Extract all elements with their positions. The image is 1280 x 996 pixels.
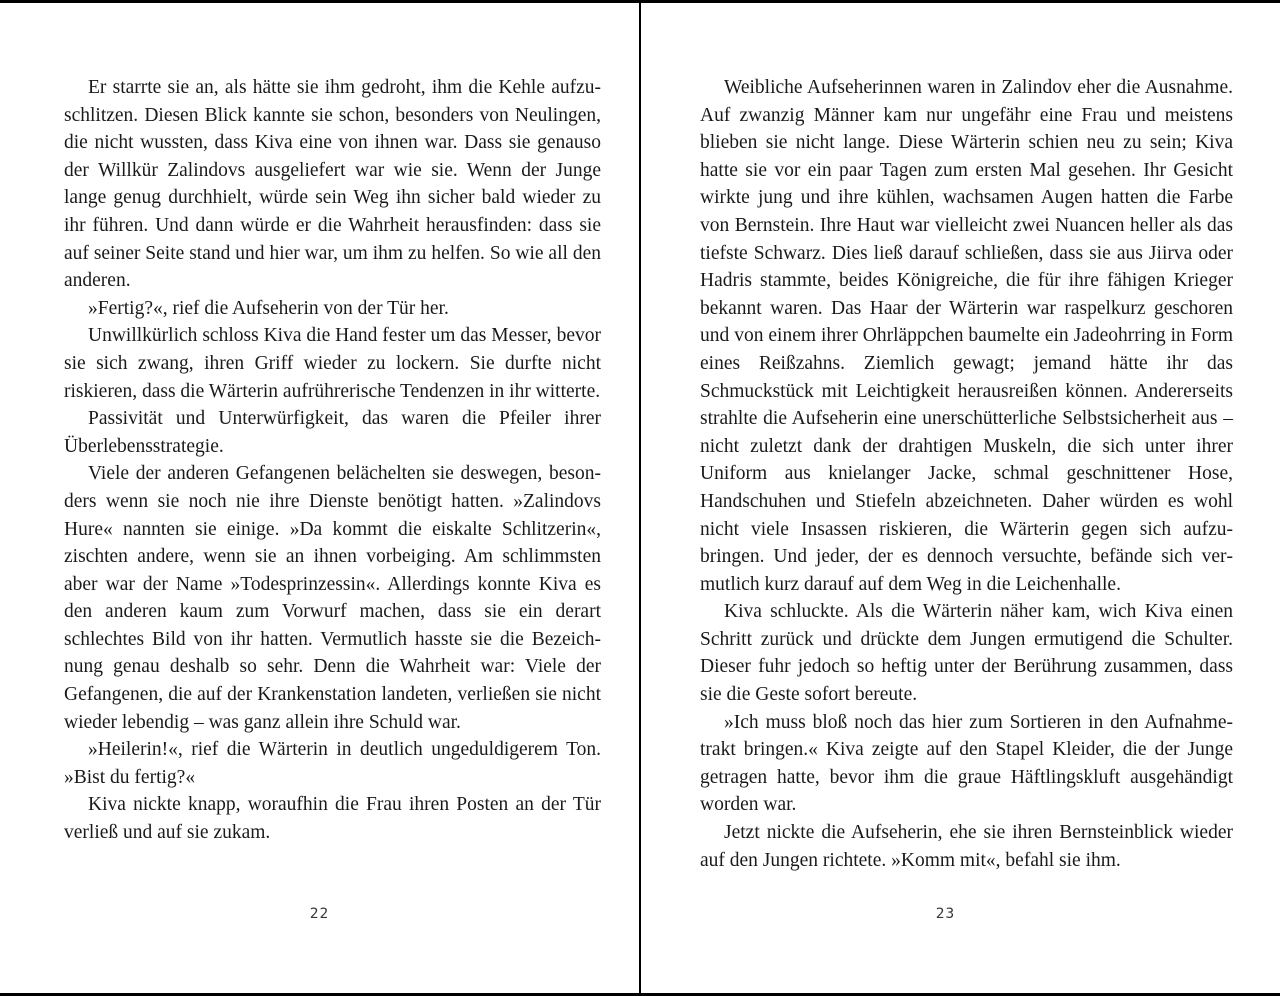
paragraph: Jetzt nickte die Aufseherin, ehe sie ihren Bernsteinblick wieder auf den Jungen richtete. »Komm mit«, befahl sie ihm. bbox=[700, 822, 1233, 871]
paragraph: Viele der anderen Gefangenen belächelten sie deswegen, besonders wenn sie noch nie ihre Dienste benötigt hatten. »Zalindovs Hure« nannten sie einige. »Da kommt die eiskalte Schlitzerin«, zischten andere, wenn sie an ihnen vorbeiging. Am schlimmsten aber war der Name »Todesprinzessin«. Allerdings konnte Kiva es den anderen kaum zum Vorwurf machen, dass sie ein derart schlechtes Bild von ihr hatten. Vermutlich hasste sie die Bezeichnung genau deshalb so sehr. Denn die Wahrheit war: Viele der Gefangenen, die auf der Krankenstation landeten, verließen sie nicht wieder lebendig – was ganz allein ihre Schuld war. bbox=[64, 463, 601, 733]
page-text-block bbox=[64, 74, 601, 847]
paragraph: Unwillkürlich schloss Kiva die Hand fester um das Messer, bevor sie sich zwang, ihren Griff wieder zu lockern. Sie durfte nicht riskieren, dass die Wärterin aufrührerische Tendenzen in ihr witterte. bbox=[64, 325, 601, 402]
book-page-right bbox=[641, 0, 1280, 996]
paragraph: Weibliche Aufseherinnen waren in Zalindov eher die Ausnahme. Auf zwanzig Männer kam nur ungefähr eine Frau und meistens blieben sie nicht lange. Diese Wärterin schien neu zu sein; Kiva hatte sie vor ein paar Tagen zum ersten Mal gesehen. Ihr Gesicht wirkte jung und ihre kühlen, wachsamen Augen hatten die Farbe von Bernstein. Ihre Haut war vielleicht zwei Nuancen heller als das tiefste Schwarz. Dies ließ darauf schließen, dass sie aus Jiirva oder Hadris stammte, beides Königreiche, die für ihre fähigen Krieger bekannt waren. Das Haar der Wärterin war raspelkurz geschoren und von einem ihrer Ohrläppchen baumelte ein Jadeohrring in Form eines Reißzahns. Ziemlich gewagt; jemand hätte ihr das Schmuckstück mit Leichtigkeit herausreißen können. Andererseits strahlte die Aufseherin eine unerschütterliche Selbstsicherheit aus – nicht zuletzt dank der drahtigen Muskeln, die sich unter ihrer Uniform aus knielanger Jacke, schmal geschnittener Hose, Handschuhen und Stiefeln abzeichneten. Daher würden es wohl nicht viele Insassen riskieren, die Wärterin gegen sich aufzubringen. Und jeder, der es dennoch versuchte, befände sich vermutlich kurz darauf auf dem Weg in die Leichenhalle. bbox=[700, 77, 1233, 595]
paragraph: Kiva schluckte. Als die Wärterin näher kam, wich Kiva einen Schritt zurück und drückte dem Jungen ermutigend die Schulter. Dieser fuhr jedoch so heftig unter der Berührung zusammen, dass sie die Geste sofort bereute. bbox=[700, 601, 1233, 706]
book-page-left bbox=[0, 0, 639, 996]
paragraph: Er starrte sie an, als hätte sie ihm gedroht, ihm die Kehle aufzuschlitzen. Diesen Blick kannte sie schon, besonders von Neulingen, die nicht wussten, dass Kiva eine von ihnen war. Dass sie genauso der Willkür Zalindovs ausgeliefert war wie sie. Wenn der Junge lange genug durchhielt, würde sein Weg ihn sicher bald wieder zu ihr führen. Und dann würde er die Wahrheit herausfinden: dass sie auf seiner Seite stand und hier war, um ihm zu helfen. So wie all den anderen. bbox=[64, 77, 601, 292]
page-text-block bbox=[700, 74, 1233, 874]
paragraph: Passivität und Unterwürfigkeit, das waren die Pfeiler ihrer Überlebensstrategie. bbox=[64, 408, 601, 457]
page-number: 23 bbox=[935, 906, 956, 922]
paragraph: »Heilerin!«, rief die Wärterin in deutlich ungeduldigerem Ton. »Bist du fertig?« bbox=[64, 739, 601, 788]
page-number: 22 bbox=[309, 906, 330, 922]
paragraph: »Ich muss bloß noch das hier zum Sortieren in den Aufnahmetrakt bringen.« Kiva zeigte auf den Stapel Kleider, die der Junge getragen hatte, bevor ihm die graue Häftlingskluft ausgehändigt worden war. bbox=[700, 711, 1233, 816]
paragraph: »Fertig?«, rief die Aufseherin von der Tür her. bbox=[88, 297, 449, 319]
paragraph: Kiva nickte knapp, woraufhin die Frau ihren Posten an der Tür verließ und auf sie zukam. bbox=[64, 794, 601, 844]
